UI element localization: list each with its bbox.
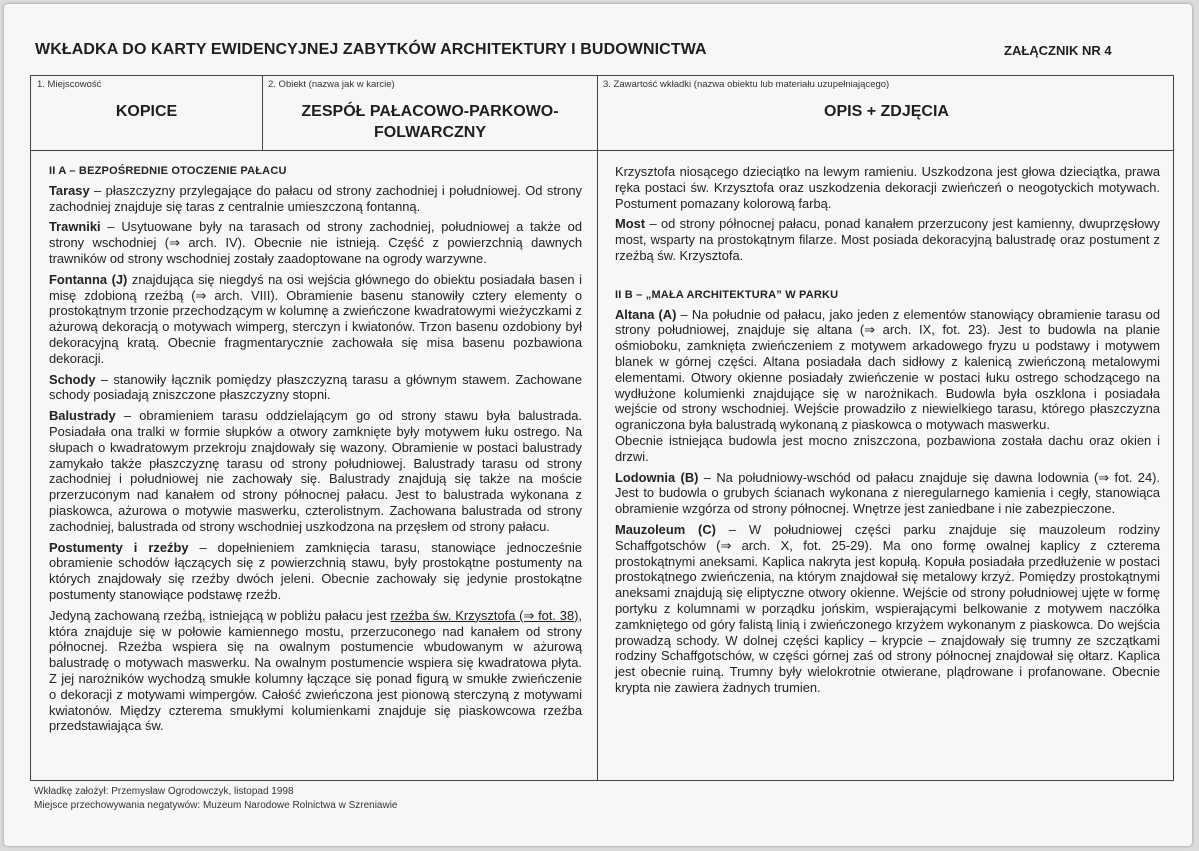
term-altana: Altana (A) [615,306,677,322]
header-row-divider [31,150,1173,151]
paragraph-mauzoleum: Mauzoleum (C) – W południowej części parku znajduje się mauzoleum rodziny Schaffgotschów (⇒ arch. X, fot. 25-29). Ma ono formę owalnej kaplicy z czterema prostokątnymi aneksami. Kaplica nakryta jest kopułą. Kopuła posiadała przedłużenie w postaci prostokątnego zwieńczenia, na którym znajdował się metalowy krzyż. Pomiędzy prostokątnymi aneksami znajdują się eliptyczne otwory okienne. Wejście od strony południowej ujęte w formę portyku z kolumnami w porządku jońskim, wspierającymi belkowanie z motywem naczółka zamkniętego od góry falistą linią i zwieńczonego krzyżem wykonanym z piaskowca. Do wejścia prowadzą schody. W dolnej części kaplicy – krypcie – znajdowały się trumny ze szczątkami rodziny Schaffgotschów, w części górnej zaś od strony północnej znajdował się ołtarz. Kaplica jest obecnie ruiną. Trumny były wielokrotnie otwierane, plądrowane i profanowane. Obecnie krypta nie zawiera żadnych trumien. [615,521,1160,695]
term-lodownia: Lodownia (B) [615,469,699,485]
right-column [615,164,1160,701]
paragraph-trawniki: Trawniki – Usytuowane były na tarasach od strony zachodniej, południowej a także od strony wschodniej (⇒ arch. IV). Obecnie nie istnieją. Część z powierzchnią dawnych trawników od strony wschodniej zostały zaadoptowane na ogrody warzywne. [49,219,582,266]
field-label-content: 3. Zawartość wkładki (nazwa obiektu lub materiału uzupełniającego) [603,79,890,90]
form-grid [30,75,1174,781]
paragraph-fontanna: Fontanna (J) znajdująca się niegdyś na osi wejścia głównego do obiektu posiadała basen i misę zdobioną rzeźbą (⇒ arch. VIII). Obramienie basenu stanowiły cztery elementy o prostokątnym trzonie przechodzącym w kolumnę a zwieńczone kwadratowymi wieżyczkami z ażurową dekoracją o motywach wimperg, sterczyn i kwiatonów. Trzon basenu ozdobiony był dekoracyjną kratą. Obecnie fragmentarycznie zachowała się misa basenu pozbawiona dekoracji. [49,271,582,366]
term-balustrady: Balustrady [49,408,116,424]
paragraph-lodownia: Lodownia (B) – Na południowy-wschód od pałacu znajduje się dawna lodownia (⇒ fot. 24). Jest to budowla o grubych ścianach wykonana z nieregularnego kamienia i cegły, stanowiąca obramienie wzgórza od strony północnej. Wnętrze jest zaniedbane i nie zabezpieczone. [615,469,1160,517]
field-value-object [263,101,597,143]
paragraph-tarasy: Tarasy – płaszczyzny przylegające do pałacu od strony zachodniej i południowej. Od strony zachodniej znajduje się taras z centralnie umieszczoną fontanną. [49,182,582,214]
field-value-object-line1: ZESPÓŁ PAŁACOWO-PARKOWO- [301,103,559,120]
footer-author: Wkładkę założył: Przemysław Ogrodowczyk, listopad 1998 [34,786,294,797]
term-most: Most [615,216,646,232]
divider-columns [597,76,598,781]
field-label-locality: 1. Miejscowość [37,79,102,90]
paragraph-altana-now: Obecnie istniejąca budowla jest mocno zniszczona, pozbawiona została dachu oraz okien i drzwi. [615,432,1160,464]
paragraph-balustrady: Balustrady – obramieniem tarasu oddzielającym go od strony stawu była balustrada. Posiadała ona tralki w formie słupków a otwory zamknięte były motywem łuku ostrego. Na słupach o kwadratowym przekroju znajdowały się wazony. Obramienie w postaci balustrady zamykało także płaszczyznę tarasu od strony południowej. Balustrady tarasu od strony zachodniej i południowej nie zachowały się. Balustrady znajdują się także na moście przerzuconym nad kanałem od strony północnej pałacu. Jest to balustrada wykonana z piaskowca, ażurowa o motywie maswerku, czterolistnym. Zachowana balustrada od strony zachodniej, balustrada od strony wschodniej uszkodzona na przęsłem od strony pałacu. [49,408,582,534]
paragraph-postumenty: Postumenty i rzeźby – dopełnieniem zamknięcia tarasu, stanowiące jednocześnie obramienie schodów łączących się z powierzchnią stawu, były prostokątne postumenty na których znajdowały się rzeźby dwóch jeleni. Obecnie zachowały się jedynie prostokątne postumenty stanowiące podstawę rzeźb. [49,539,583,602]
field-label-object: 2. Obiekt (nazwa jak w karcie) [268,79,395,90]
term-mauzoleum: Mauzoleum (C) [615,521,716,537]
footer-negatives-location: Miejsce przechowywania negatywów: Muzeum Narodowe Rolnictwa w Szreniawie [34,800,398,811]
paragraph-most: Most – od strony północnej pałacu, ponad kanałem przerzucony jest kamienny, dwuprzęsłowy most, wsparty na prostokątnym filarze. Most posiada dekoracyjną balustradę oraz postument z rzeźbą św. Krzysztofa. [615,216,1160,263]
paragraph-schody: Schody – stanowiły łącznik pomiędzy płaszczyzną tarasu a głównym stawem. Zachowane schody posiadają zniszczone płaszczyzny stopni. [49,371,582,403]
term-trawniki: Trawniki [49,219,101,235]
field-value-object-line2: FOLWARCZNY [374,124,486,141]
left-column [49,164,582,739]
field-value-locality: KOPICE [115,103,178,120]
record-sheet [4,4,1192,846]
paragraph-altana: Altana (A) – Na południe od pałacu, jako jeden z elementów stanowiący obramienie tarasu od strony południowej, znajduje się altana (⇒ arch. IX, fot. 23). Jest to budowla na planie ośmioboku, zamknięta zwieńczeniem z motywem arkadowego fryzu u podstawy i motywem blanek w górnej części. Altana posiadała dach sidłowy z kalenicą zwieńczoną metalowymi elementami. Otwory okienne posiadały zwieńczenie w postaci łuku ostrego schodzącego na wydłużone kolumienki znajdujące się w narożnikach. Budowla była oszklona i posiadała wejście od strony wschodniej. Wejście prowadziło z niewielkiego tarasu, którego płaszczyzna ograniczona była balustradą wykonaną z piaskowca o motywach maswerku. [615,306,1160,433]
section-title-2a: II A – BEZPOŚREDNIE OTOCZENIE PAŁACU [49,165,287,177]
term-fontanna: Fontanna (J) [49,271,128,287]
annex-number: ZAŁĄCZNIK NR 4 [1004,43,1112,58]
document-title: WKŁADKA DO KARTY EWIDENCYJNEJ ZABYTKÓW ARCHITEKTURY I BUDOWNICTWA [35,41,707,58]
field-value-content: OPIS + ZDJĘCIA [824,103,949,120]
term-schody: Schody [49,371,96,387]
term-postumenty: Postumenty i rzeźby [49,539,189,555]
term-tarasy: Tarasy [49,182,90,198]
section-title-2b: II B – „MAŁA ARCHITEKTURA” W PARKU [615,288,839,301]
paragraph-continuation: Krzysztofa niosącego dzieciątko na lewym ramieniu. Uszkodzona jest głowa dzieciątka, prawa ręka postaci św. Krzysztofa oraz uszkodzenia dekoracji zwieńczeń o neogotyckich motywach. Postument pomazany kolorową farbą. [615,164,1160,211]
reference-rzezba-sw-krzysztofa: rzeźba św. Krzysztofa (⇒ fot. 38) [390,607,579,623]
paragraph-rzezba: Jedyną zachowaną rzeźbą, istniejącą w pobliżu pałacu jest rzeźba św. Krzysztofa (⇒ fot. 38), która znajduje się w połowie kamiennego mostu, przerzuconego nad kanałem od strony północnej. Rzeźba wspiera się na owalnym postumencie wbudowanym w ażurową balustradę o motywach maswerku. Na owalnym postumencie wspiera się kwadratowa płyta. Z jej narożników wychodzą smukłe kolumny łączące się ponad figurą w smukłe zwieńczenie o dekoracji z motywami wimpergów. Całość zwieńczona jest pionową sterczyną z motywami kwiatonów. Między czterema smukłymi kolumienkami znajduje się piaskowcowa rzeźba przedstawiająca św. [49,607,582,734]
